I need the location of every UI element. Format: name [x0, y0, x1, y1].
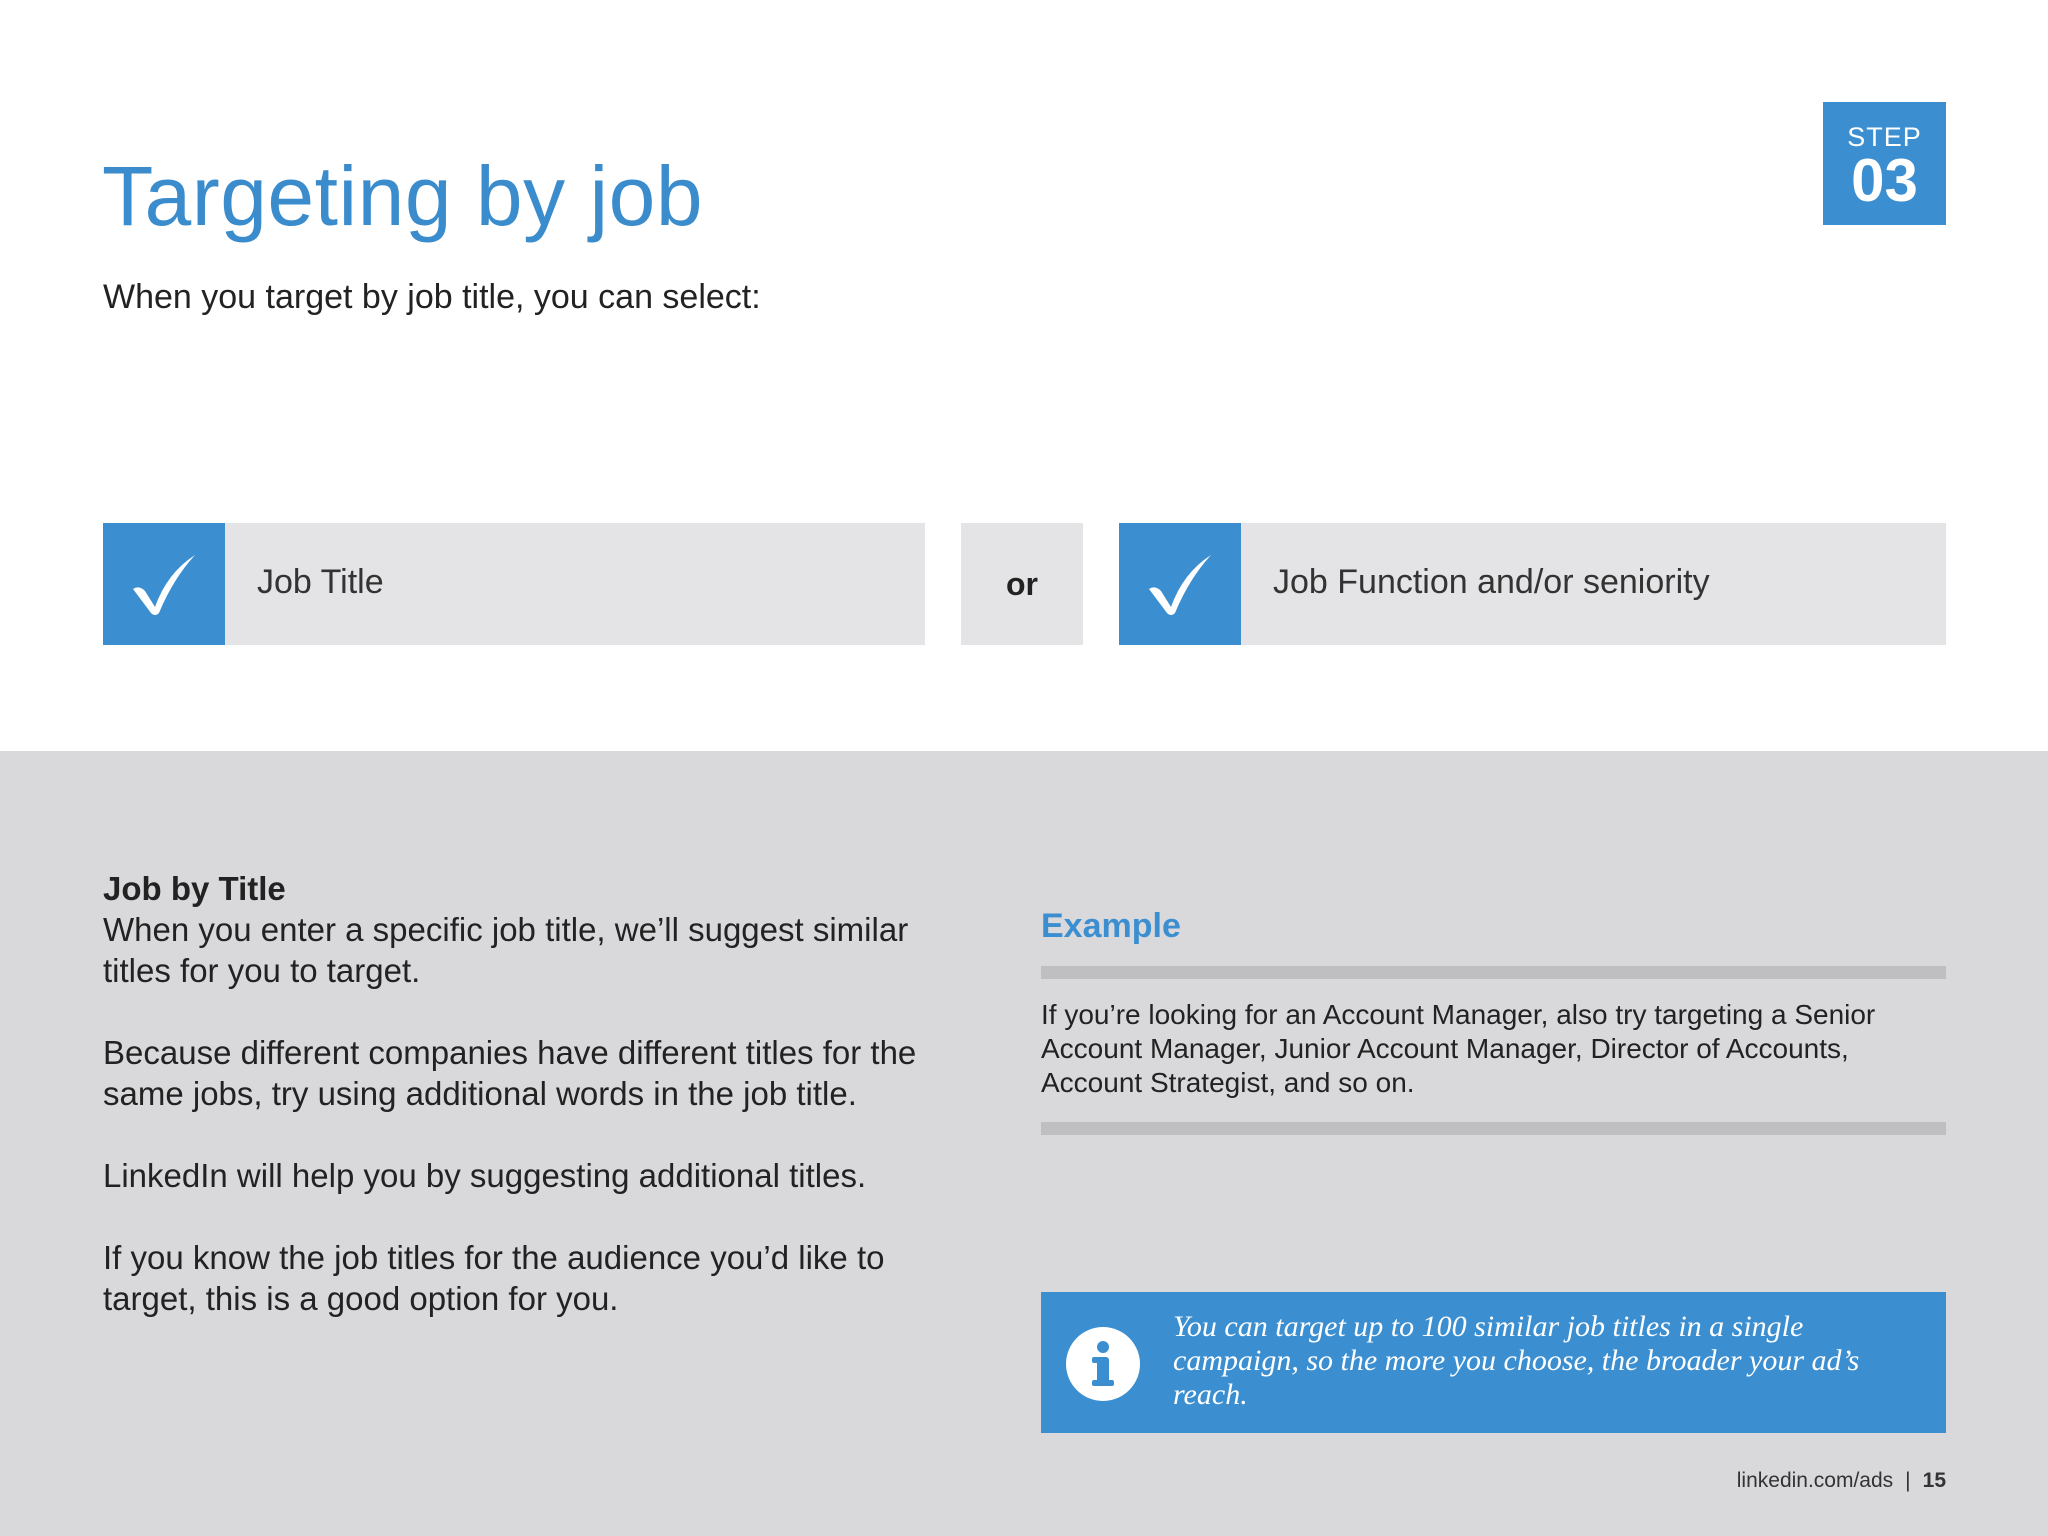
info-icon [1065, 1326, 1141, 1402]
paragraph: LinkedIn will help you by suggesting additional titles. [103, 1157, 867, 1195]
top-section [0, 0, 2048, 751]
step-label: STEP [1847, 122, 1922, 152]
checkmark-icon [1145, 551, 1215, 617]
example-heading: Example [1041, 907, 1181, 945]
divider [1041, 966, 1946, 979]
page-number: 15 [1922, 1469, 1946, 1492]
paragraph: Because different companies have different titles for the same jobs, try using additional words in the job title. [103, 1034, 917, 1113]
paragraph: When you enter a specific job title, we’ll suggest similar titles for you to target. [103, 911, 909, 990]
job-by-title-section [103, 868, 983, 1360]
option-job-function-label: Job Function and/or seniority [1273, 563, 1710, 601]
paragraph: If you know the job titles for the audience you’d like to target, this is a good option for you. [103, 1239, 885, 1318]
section-heading: Job by Title [103, 870, 286, 907]
option-job-title-label: Job Title [257, 563, 384, 601]
info-callout [1041, 1292, 1946, 1433]
option-job-title [103, 523, 925, 645]
footer-separator: | [1905, 1469, 1911, 1492]
checkmark-box [1119, 523, 1241, 645]
option-job-function [1119, 523, 1946, 645]
divider [1041, 1122, 1946, 1135]
checkmark-box [103, 523, 225, 645]
info-text: You can target up to 100 similar job titles in a single campaign, so the more you choose, the broader your ad’s reach. [1173, 1310, 1860, 1411]
page-footer [1737, 1469, 1946, 1493]
step-badge [1823, 102, 1946, 225]
example-text: If you’re looking for an Account Manager, also try targeting a Senior Account Manager, Junior Account Manager, Director of Accounts, Account Strategist, and so on. [1041, 999, 1876, 1098]
page-subtitle: When you target by job title, you can select: [103, 278, 761, 316]
step-number: 03 [1851, 147, 1918, 214]
checkmark-icon [129, 551, 199, 617]
footer-url: linkedin.com/ads [1736, 1469, 1894, 1492]
or-separator: or [961, 523, 1083, 645]
page-title: Targeting by job [102, 149, 704, 243]
